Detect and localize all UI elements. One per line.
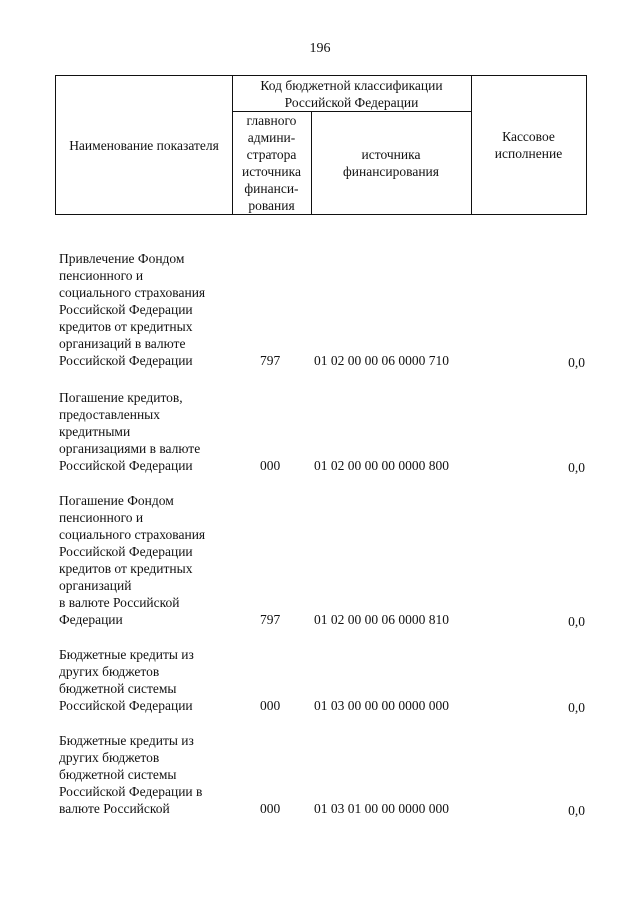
header-exec-line: исполнение: [494, 146, 563, 161]
row-source-code: 01 02 00 00 06 0000 810: [314, 612, 449, 627]
table-row: [0, 389, 640, 474]
table-row: [0, 250, 640, 369]
header-admin-line: главного: [246, 112, 297, 128]
header-exec-line: Кассовое: [502, 129, 555, 144]
row-name: Бюджетные кредиты из других бюджетов бюджетной системы Российской Федерации: [59, 647, 194, 713]
header-source-cell: [311, 111, 471, 214]
row-source-code: 01 02 00 00 00 0000 800: [314, 458, 449, 473]
row-admin-code: 000: [260, 801, 281, 816]
header-admin-line: рования: [248, 197, 295, 213]
row-name: Привлечение Фондом пенсионного и социального страхования Российской Федерации кредитов от кредитных организаций в валюте Российской Федерации: [59, 251, 206, 368]
header-code-group-line-1: Код бюджетной классификации: [260, 77, 443, 93]
row-amount: 0,0: [568, 460, 585, 475]
header-admin-line: админи-: [247, 129, 296, 145]
row-source-code: 01 02 00 00 06 0000 710: [314, 353, 449, 368]
row-name: Погашение кредитов, предоставленных кредитными организациями в валюте Российской Федерации: [59, 390, 201, 473]
row-admin-code: 000: [260, 458, 281, 473]
header-name-cell: [56, 76, 232, 214]
row-amount: 0,0: [568, 355, 585, 370]
header-admin-line: стратора: [246, 146, 297, 162]
header-source-line: финансирования: [343, 163, 439, 179]
row-amount: 0,0: [568, 803, 585, 818]
header-source-line: источника: [361, 146, 421, 162]
header-exec-cell: [471, 76, 586, 214]
header-admin-line: источника: [242, 163, 301, 179]
header-admin-line: финанси-: [244, 180, 299, 196]
row-source-code: 01 03 00 00 00 0000 000: [314, 698, 449, 713]
row-source-code: 01 03 01 00 00 0000 000: [314, 801, 449, 816]
page-number: 196: [309, 41, 331, 56]
table-row: [0, 732, 640, 817]
row-admin-code: 797: [260, 612, 281, 627]
row-admin-code: 797: [260, 353, 281, 368]
header-admin-cell: [232, 111, 311, 214]
header-code-group-line-2: Российской Федерации: [284, 94, 419, 110]
table-row: [0, 646, 640, 714]
table-row: [0, 491, 640, 628]
header-name-label: Наименование показателя: [69, 137, 219, 153]
row-admin-code: 000: [260, 698, 281, 713]
row-amount: 0,0: [568, 614, 585, 629]
row-name: Погашение Фондом пенсионного и социального страхования Российской Федерации кредитов от кредитных организаций в валюте Российской Федерации: [59, 493, 206, 627]
header-code-group-cell: [232, 76, 471, 111]
table-header: [55, 75, 587, 215]
row-amount: 0,0: [568, 700, 585, 715]
row-name: Бюджетные кредиты из других бюджетов бюджетной системы Российской Федерации в валюте Российской: [59, 733, 203, 816]
